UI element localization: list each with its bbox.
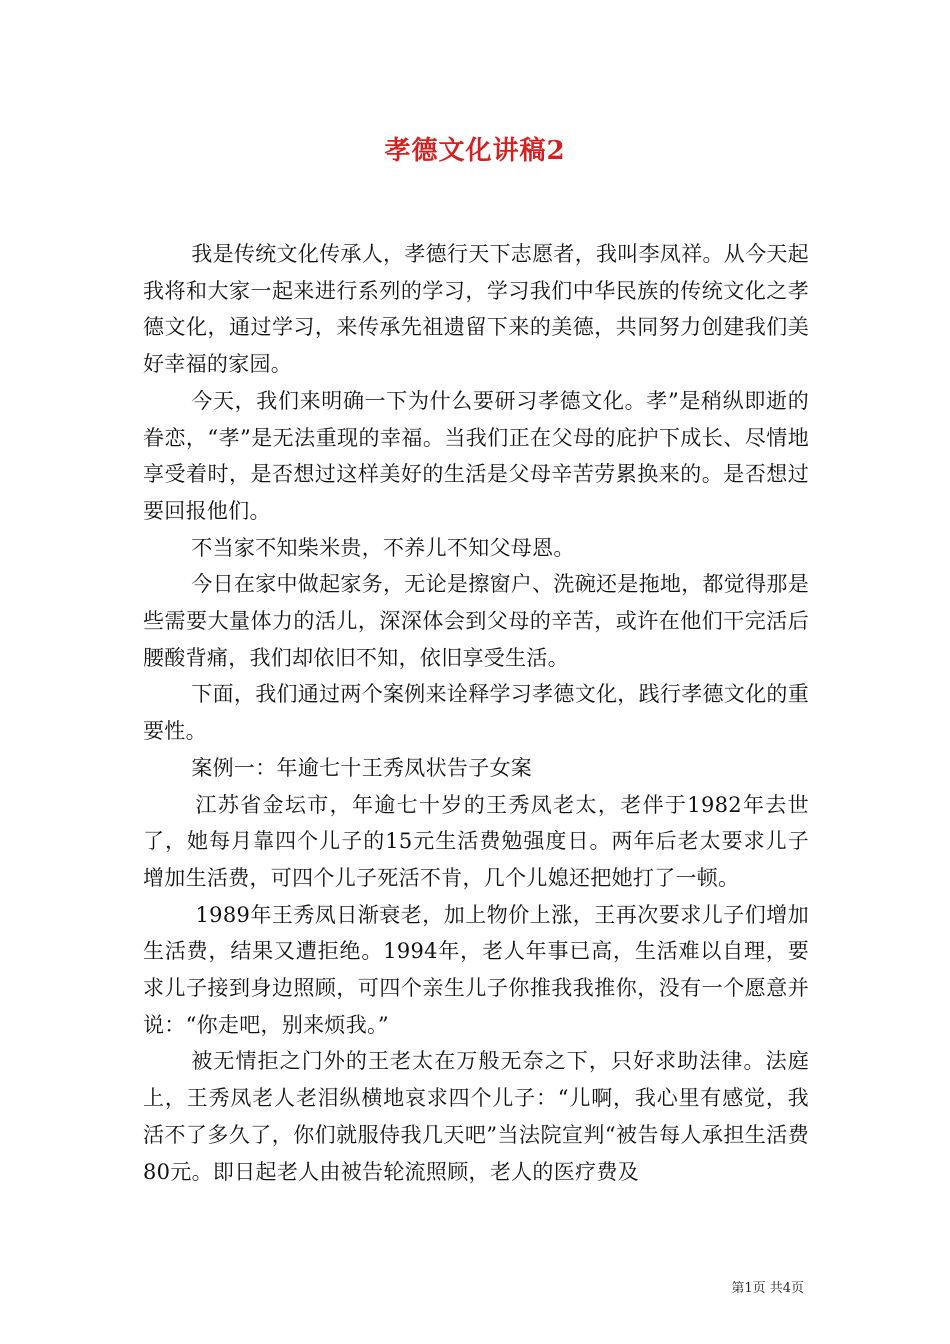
paragraph-intro: 我是传统文化传承人，孝德行天下志愿者，我叫李凤祥。从今天起我将和大家一起来进行系列的学习，学习我们中华民族的传统文化之孝德文化，通过学习，来传承先祖遗留下来的美德，共同努力创建我们美好幸福的家园。: [143, 242, 809, 377]
paragraph-case-background: 江苏省金坛市，年逾七十岁的王秀凤老太，老伴于1982年去世了，她每月靠四个儿子的15元生活费勉强度日。两年后老太要求儿子增加生活费，可四个儿子死活不肯，几个儿媳还把她打了一顿。: [143, 792, 809, 890]
paragraph-proverb: 不当家不知柴米贵，不养儿不知父母恩。: [191, 535, 575, 560]
paragraph-why-study: 今天，我们来明确一下为什么要研习孝德文化。孝”是稍纵即逝的眷恋，“孝”是无法重现的幸福。当我们正在父母的庇护下成长、尽情地享受着时，是否想过这样美好的生活是父母辛苦劳累换来的。是否想过要回报他们。: [143, 388, 809, 523]
paragraph-housework: 今日在家中做起家务，无论是擦窗户、洗碗还是拖地，都觉得那是些需要大量体力的活儿，深深体会到父母的辛苦，或许在他们干完活后腰酸背痛，我们却依旧不知，依旧享受生活。: [143, 572, 809, 670]
paragraph-case-1989: 1989年王秀凤日渐衰老，加上物价上涨，王再次要求儿子们增加生活费，结果又遭拒绝。1994年，老人年事已高，生活难以自理，要求儿子接到身边照顾，可四个亲生儿子你推我我推你，没有一个愿意并说：“你走吧，别来烦我。”: [143, 902, 809, 1037]
document-body: [143, 236, 809, 1190]
page-title: 孝德文化讲稿2: [384, 136, 566, 166]
paragraph-cases-intro: 下面，我们通过两个案例来诠释学习孝德文化，践行孝德文化的重要性。: [143, 682, 809, 744]
case-heading: 案例一：年逾七十王秀凤状告子女案: [191, 755, 533, 780]
paragraph-case-court: 被无情拒之门外的王老太在万般无奈之下，只好求助法律。法庭上，王秀凤老人老泪纵横地哀求四个儿子：“儿啊，我心里有感觉，我活不了多久了，你们就服侍我几天吧”当法院宣判“被告每人承担生活费80元。即日起老人由被告轮流照顾，老人的医疗费及: [143, 1049, 809, 1184]
page-number-footer: 第1页 共4页: [731, 1281, 804, 1296]
